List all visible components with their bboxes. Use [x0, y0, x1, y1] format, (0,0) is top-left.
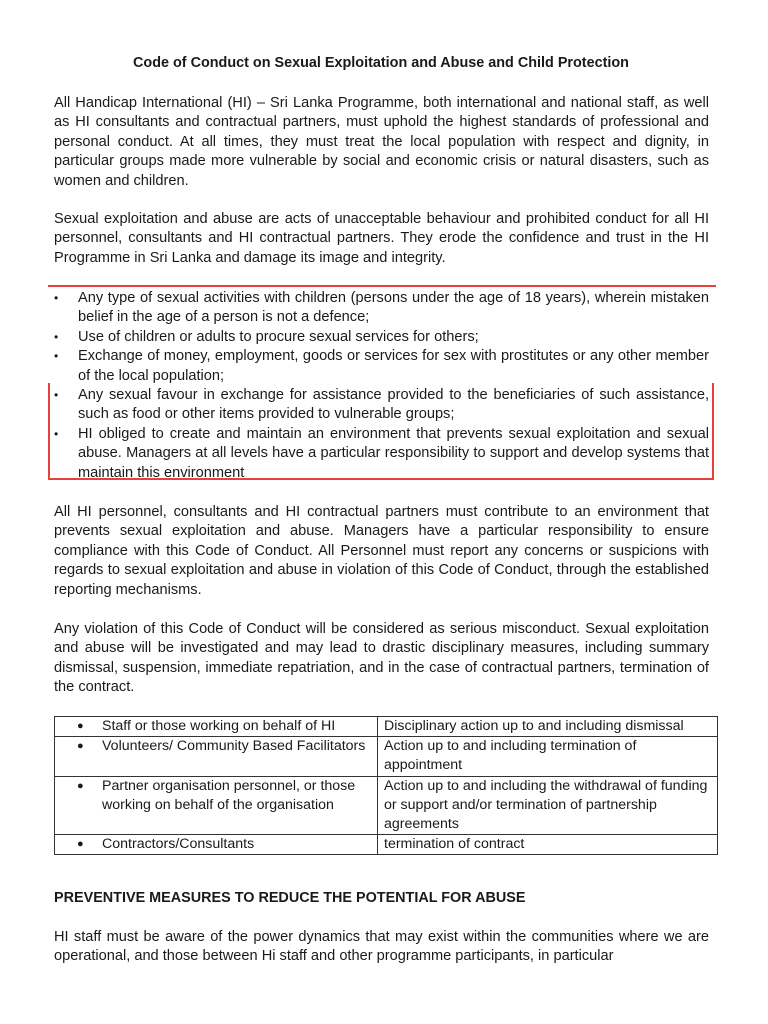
list-item: • Any type of sexual activities with children (persons under the age of 18 years), wherein mistaken belief in the age of a person is not a defence; — [54, 290, 709, 326]
bullet-icon: • — [54, 388, 59, 403]
bullet-icon: ● — [77, 740, 84, 753]
bullet-icon: • — [54, 329, 59, 344]
list-item: • HI obliged to create and maintain an environment that prevents sexual exploitation and sexual abuse. Managers at all levels have a particular responsibility to support and develop systems that maintain this environment — [54, 425, 709, 481]
document-title: Code of Conduct on Sexual Exploitation and Abuse and Child Protection — [133, 55, 629, 71]
prohibited-acts-list — [54, 289, 709, 483]
violation-paragraph: Any violation of this Code of Conduct will be considered as serious misconduct. Sexual exploitation and abuse will be investigated and may lead to drastic disciplinary measures, including summary dismissal, suspension, immediate repatriation, and in the case of contractual partners, termination of the contract. — [54, 621, 709, 696]
section-heading: PREVENTIVE MEASURES TO REDUCE THE POTENTIAL FOR ABUSE — [54, 890, 526, 906]
table-cell-action: Action up to and including termination of appointment — [378, 737, 718, 776]
list-item: • Use of children or adults to procure sexual services for others; — [54, 328, 709, 347]
table-cell-category: Volunteers/ Community Based Facilitators — [102, 738, 366, 755]
sanctions-table — [54, 716, 718, 855]
table-cell-action: termination of contract — [378, 835, 718, 855]
list-item: • Any sexual favour in exchange for assistance provided to the beneficiaries of such assistance, such as food or other items provided to vulnerable groups; — [54, 387, 709, 423]
reporting-paragraph: All HI personnel, consultants and HI contractual partners must contribute to an environment that prevents sexual exploitation and abuse. Managers have a particular responsibility to ensure compliance with this Code of Conduct. All Personnel must report any concerns or suspicions with regards to sexual exploitation and abuse in violation of this Code of Conduct, through the established reporting mechanisms. — [54, 504, 709, 598]
table-cell-category: Staff or those working on behalf of HI — [102, 718, 336, 734]
table-row — [55, 737, 718, 776]
bullet-icon: ● — [77, 779, 84, 792]
intro-paragraph: All Handicap International (HI) – Sri Lanka Programme, both international and national staff, as well as HI consultants and contractual partners, must uphold the highest standards of professional and personal conduct. At all times, they must treat the local population with respect and dignity, in particular groups made more vulnerable by social and economic crisis or natural disasters, such as women and children. — [54, 95, 709, 189]
final-paragraph: HI staff must be aware of the power dynamics that may exist within the communities where we are operational, and those between Hi staff and other programme participants, in particular — [54, 929, 709, 965]
table-cell-category: Partner organisation personnel, or those working on behalf of the organisation — [102, 777, 356, 813]
bullet-icon: • — [54, 349, 59, 364]
table-cell-action: Action up to and including the withdrawal of funding or support and/or termination of partnership agreements — [378, 776, 718, 835]
bullet-icon: • — [54, 291, 59, 305]
bullet-icon: • — [54, 426, 59, 441]
table-cell-category: Contractors/Consultants — [102, 836, 255, 853]
table-row — [55, 835, 718, 855]
prohibited-conduct-paragraph: Sexual exploitation and abuse are acts of unacceptable behaviour and prohibited conduct for all HI personnel, consultants and HI contractual partners. They erode the confidence and trust in the HI Programme in Sri Lanka and damage its image and integrity. — [54, 211, 709, 266]
red-annotation-line — [48, 285, 716, 287]
table-row — [55, 776, 718, 835]
bullet-icon: ● — [77, 838, 84, 851]
table-cell-action: Disciplinary action up to and including dismissal — [378, 717, 718, 737]
bullet-icon: ● — [77, 720, 84, 732]
list-item: • Exchange of money, employment, goods or services for sex with prostitutes or any other member of the local population; — [54, 348, 709, 384]
table-row — [55, 717, 718, 737]
